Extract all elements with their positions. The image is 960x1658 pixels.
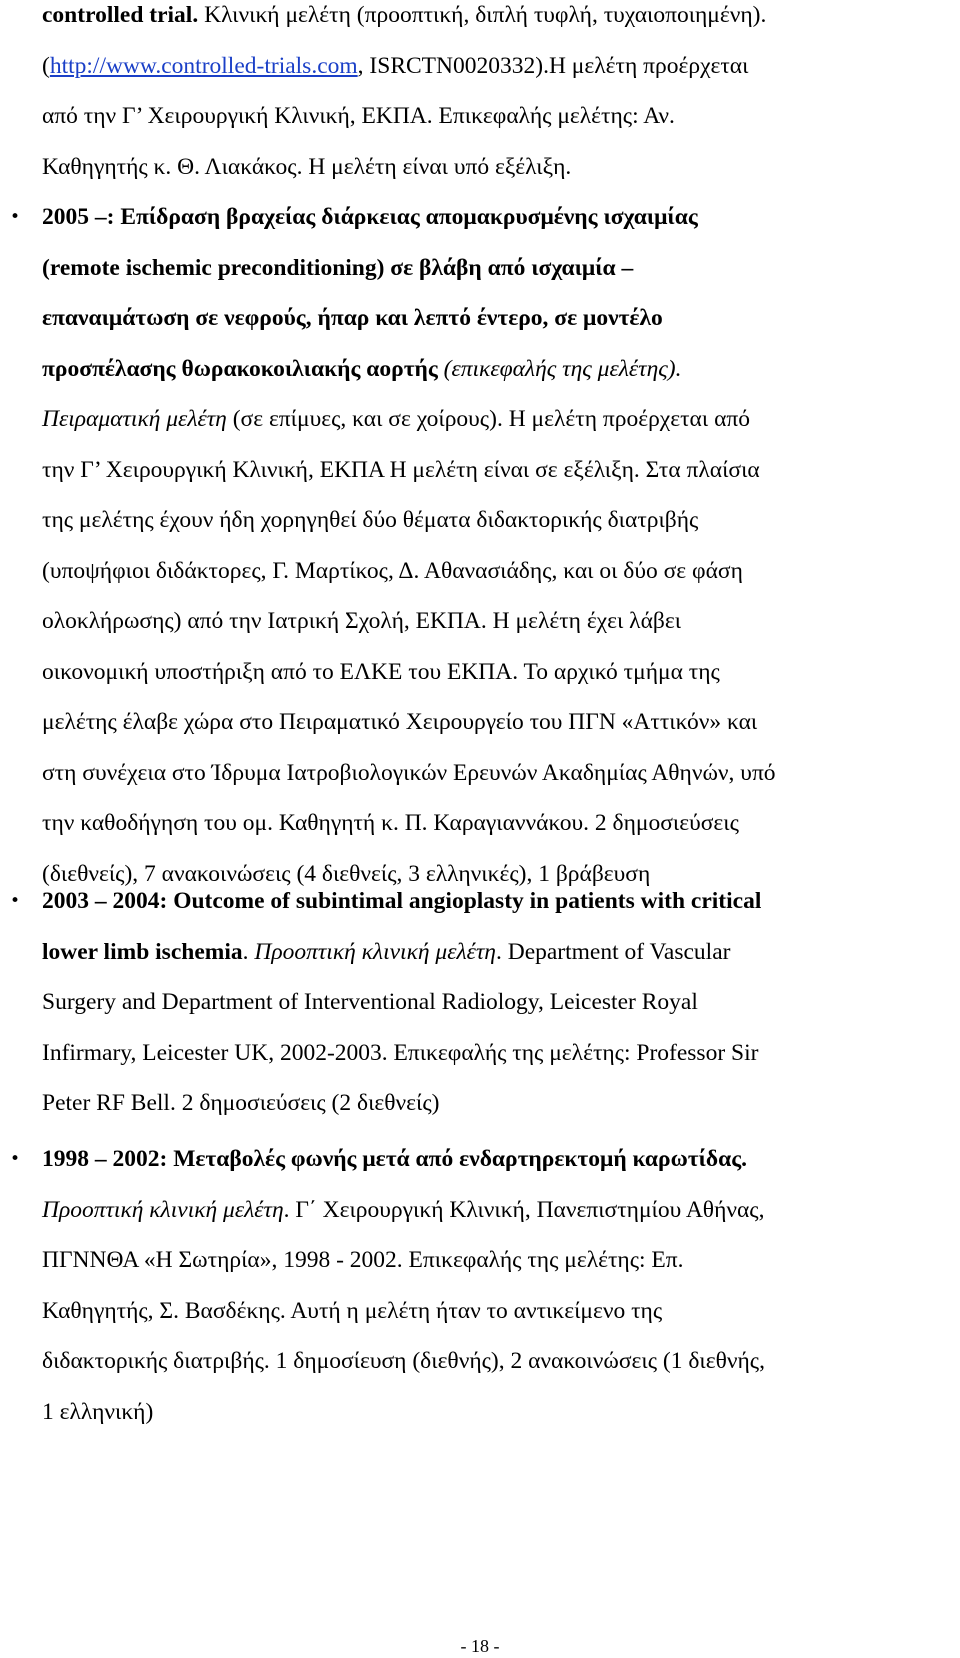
entry-2005-line-12: στη συνέχεια στο Ίδρυμα Ιατροβιολογικών Ερευνών Ακαδημίας Αθηνών, υπό — [42, 759, 776, 786]
intro-line-2 — [42, 41, 942, 92]
entry-1998-line-3: ΠΓΝΝΘΑ «Η Σωτηρία», 1998 - 2002. Επικεφαλής της μελέτης: Επ. — [42, 1247, 684, 1273]
entry-2005-line-14: (διεθνείς), 7 ανακοινώσεις (4 διεθνείς, 3 ελληνικές), 1 βράβευση — [42, 860, 651, 887]
controlled-trials-link[interactable]: http://www.controlled-trials.com — [49, 52, 358, 79]
entry-2005-line-5 — [42, 394, 942, 445]
entry-2005-line-8: (υποψήφιοι διδάκτορες, Γ. Μαρτίκος, Δ. Αθανασιάδης, και οι δύο σε φάση — [42, 557, 743, 584]
entry-2003-study-type: Προοπτική κλινική μελέτη — [254, 938, 496, 965]
entry-2005-study-type: Πειραματική μελέτη — [42, 406, 227, 432]
entry-2003-line-1: 2003 – 2004: Outcome of subintimal angioplasty in patients with critical — [42, 888, 762, 914]
entry-1998-line-1: 1998 – 2002: Μεταβολές φωνής μετά από ενδαρτηρεκτομή καρωτίδας. — [42, 1146, 747, 1172]
entry-2005-line-1: 2005 –: Επίδραση βραχείας διάρκειας απομακρυσμένης ισχαιμίας — [42, 204, 698, 230]
open-paren: ( — [42, 52, 50, 79]
entry-1998-line-2 — [42, 1185, 942, 1236]
entry-1998-line-5: διδακτορικής διατριβής. 1 δημοσίευση (διεθνής), 2 ανακοινώσεις (1 διεθνής, — [42, 1348, 765, 1374]
entry-2005-line-6: την Γ’ Χειρουργική Κλινική, ΕΚΠΑ Η μελέτη είναι σε εξέλιξη. Στα πλαίσια — [42, 456, 760, 483]
entry-2005-role: (επικεφαλής της μελέτης). — [437, 355, 682, 382]
entry-2003-line-3: Surgery and Department of Interventional Radiology, Leicester Royal — [42, 989, 698, 1015]
entry-2003-separator: . — [242, 938, 255, 965]
entry-2005-line-7: της μελέτης έχουν ήδη χορηγηθεί δύο θέματα διδακτορικής διατριβής — [42, 507, 699, 533]
list-item-2003 — [10, 876, 942, 1129]
entry-2003-title-end: lower limb ischemia — [42, 938, 243, 965]
bullet-icon: • — [10, 207, 21, 227]
intro-line-2-text: , ISRCTN0020332).Η μελέτη προέρχεται — [357, 52, 749, 79]
intro-line-4: Καθηγητής κ. Θ. Λιακάκος. Η μελέτη είναι υπό εξέλιξη. — [42, 153, 572, 180]
page-number: - 18 - — [460, 1636, 500, 1656]
entry-2003-line-4: Infirmary, Leicester UK, 2002-2003. Επικεφαλής της μελέτης: Professor Sir — [42, 1039, 759, 1066]
entry-1998-line-2-text: . Γ΄ Χειρουργική Κλινική, Πανεπιστημίου Αθήνας, — [283, 1196, 765, 1223]
bullet-icon: • — [10, 891, 21, 911]
entry-2005-line-13: την καθοδήγηση του ομ. Καθηγητή κ. Π. Καραγιαννάκου. 2 δημοσιεύσεις — [42, 810, 739, 836]
entry-2003-line-2-text: . Department of Vascular — [495, 938, 731, 965]
intro-line-1 — [42, 0, 942, 41]
entry-2005-line-5-text: (σε επίμυες, και σε χοίρους). Η μελέτη προέρχεται από — [226, 406, 750, 432]
entry-1998-line-6: 1 ελληνική) — [42, 1398, 154, 1425]
entry-2005-line-9: ολοκλήρωσης) από την Ιατρική Σχολή, ΕΚΠΑ. Η μελέτη έχει λάβει — [42, 608, 682, 634]
entry-2003-line-5: Peter RF Bell. 2 δημοσιεύσεις (2 διεθνείς) — [42, 1090, 440, 1116]
entry-2005-title-end: προσπέλασης θωρακοκοιλιακής αορτής — [42, 355, 438, 382]
entry-2003-line-2 — [42, 927, 942, 978]
list-item-1998 — [10, 1134, 942, 1437]
intro-line-3: από την Γ’ Χειρουργική Κλινική, ΕΚΠΑ. Επικεφαλής μελέτης: Αν. — [42, 103, 675, 129]
entry-2005-line-2: (remote ischemic preconditioning) σε βλάβη από ισχαιμία – — [42, 254, 634, 281]
list-item-2005 — [10, 192, 942, 899]
intro-line-1-text: Κλινική μελέτη (προοπτική, διπλή τυφλή, τυχαιοποιημένη). — [198, 2, 767, 28]
entry-2005-line-10: οικονομική υποστήριξη από το ΕΛΚΕ του ΕΚΠΑ. Το αρχικό τμήμα της — [42, 658, 720, 685]
intro-paragraph — [42, 0, 942, 192]
intro-title: controlled trial. — [42, 2, 199, 28]
entry-1998-study-type: Προοπτική κλινική μελέτη — [42, 1196, 284, 1223]
entry-1998-line-4: Καθηγητής, Σ. Βασδέκης. Αυτή η μελέτη ήταν το αντικείμενο της — [42, 1297, 663, 1324]
bullet-icon: • — [10, 1149, 21, 1169]
entry-2005-line-4 — [42, 344, 942, 395]
entry-2005-line-3: επαναιμάτωση σε νεφρούς, ήπαρ και λεπτό έντερο, σε μοντέλο — [42, 305, 663, 331]
entry-2005-line-11: μελέτης έλαβε χώρα στο Πειραματικό Χειρουργείο του ΠΓΝ «Αττικόν» και — [42, 709, 758, 735]
